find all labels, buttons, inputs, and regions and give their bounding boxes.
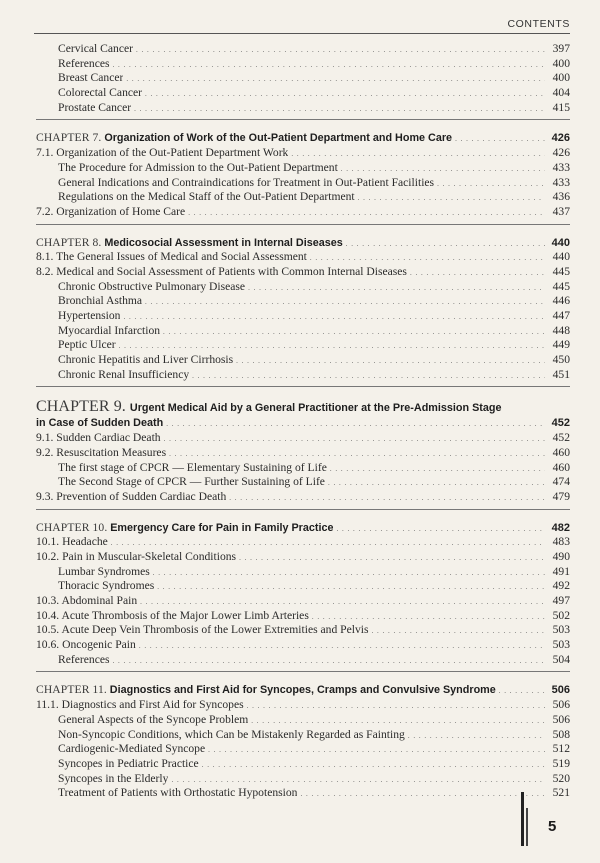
toc-entry[interactable] [36,71,570,86]
toc-entry[interactable] [36,446,570,461]
toc-entry[interactable] [36,490,570,505]
dot-leader [111,535,545,551]
chapter-page: 482 [551,521,570,534]
entry-title: 10.4. Acute Thrombosis of the Major Lower Limb Arteries [36,608,309,622]
entry-page: 520 [552,771,570,785]
toc-entry[interactable] [36,772,570,787]
dot-leader [330,461,545,477]
entry-title: 10.6. Oncogenic Pain [36,638,136,652]
dot-leader [312,609,545,625]
chapter-title-continued: in Case of Sudden Death [36,417,164,430]
entry-title: 9.1. Sudden Cardiac Death [36,431,161,445]
dot-leader [336,521,545,537]
dot-leader [310,250,545,266]
entry-title: References [58,56,110,70]
entry-title: Chronic Renal Insufficiency [58,367,190,381]
chapter-heading-9[interactable] [36,398,570,431]
entry-page: 445 [552,264,570,278]
entry-page: 436 [552,190,570,204]
section-divider [36,119,570,120]
entry-page: 440 [552,250,570,264]
entry-title: Treatment of Patients with Orthostatic Hypotension [58,786,298,800]
chapter-heading-10[interactable] [36,521,570,536]
entry-page: 474 [552,475,570,489]
entry-page: 400 [552,71,570,85]
entry-title: Cardiogenic-Mediated Syncope [58,742,206,756]
toc-entry[interactable] [36,698,570,713]
entry-title: 10.3. Abdominal Pain [36,594,138,607]
entry-page: 521 [552,786,570,800]
entry-title: 9.2. Resuscitation Measures [36,445,167,459]
dot-leader [139,638,545,654]
page-edge-bar [521,792,524,846]
toc-entry[interactable] [36,728,570,743]
toc-entry[interactable] [36,338,570,353]
entry-page: 502 [552,608,570,622]
section-divider [36,671,570,672]
running-title: CONTENTS [507,18,570,30]
toc-entry[interactable] [36,280,570,295]
toc-entry[interactable] [36,461,570,476]
entry-page: 449 [552,338,570,352]
dot-leader [166,416,545,432]
dot-leader [236,353,545,369]
chapter-heading-line-1 [36,398,570,416]
entry-title: Bronchial Asthma [58,294,143,308]
toc-entry[interactable] [36,250,570,265]
section-divider [36,386,570,387]
section-divider [36,224,570,225]
entry-page: 492 [552,579,570,593]
entry-title: The Second Stage of CPCR — Further Sustaining of Life [58,475,325,489]
top-entries [36,42,570,115]
entry-title: Hypertension [58,309,121,322]
toc-entry[interactable] [36,786,570,801]
entry-page: 506 [552,712,570,726]
entry-title: 9.3. Prevention of Sudden Cardiac Death [36,489,227,503]
entry-title: Syncopes in Pediatric Practice [58,756,199,770]
dot-leader [153,565,545,581]
dot-leader [140,594,545,610]
dot-leader [358,190,545,206]
entry-page: 519 [552,756,570,770]
dot-leader [113,57,546,73]
chapter-page: 426 [551,132,570,145]
toc-entry[interactable] [36,57,570,72]
toc-entry[interactable] [36,190,570,205]
entry-page: 460 [552,460,570,474]
entry-page: 460 [552,445,570,459]
entry-title: 8.1. The General Issues of Medical and Social Assessment [36,250,307,264]
entry-title: 11.1. Diagnostics and First Aid for Syncopes [36,698,244,712]
entry-title: Colorectal Cancer [58,86,143,100]
entry-page: 512 [552,742,570,756]
entry-page: 433 [552,175,570,189]
chapter-page: 506 [551,684,570,697]
toc-entry[interactable] [36,176,570,191]
dot-leader [126,71,545,87]
entry-title: General Indications and Contraindications for Treatment in Out-Patient Facilities [58,175,435,189]
dot-leader [499,683,545,699]
dot-leader [134,101,545,117]
toc-entry[interactable] [36,353,570,368]
page-number: 5 [548,818,557,835]
toc-entry[interactable] [36,594,570,609]
entry-page: 483 [552,535,570,549]
chapter-title: Medicosocial Assessment in Internal Diseases [104,236,343,249]
dot-leader [346,236,545,252]
entry-page: 503 [552,638,570,652]
entry-page: 504 [552,652,570,666]
chapter-page: 440 [551,236,570,249]
entry-title: 7.1. Organization of the Out-Patient Department Work [36,146,289,160]
dot-leader [248,280,545,296]
toc-entry[interactable] [36,475,570,490]
entry-title: Thoracic Syndromes [58,579,155,593]
dot-leader [113,653,546,669]
toc-entry[interactable] [36,368,570,383]
toc-entry[interactable] [36,431,570,446]
entry-page: 508 [552,727,570,741]
dot-leader [408,728,545,744]
toc-entry[interactable] [36,550,570,565]
toc-entry[interactable] [36,265,570,280]
entry-page: 491 [552,564,570,578]
dot-leader [192,368,545,384]
dot-leader [123,309,545,325]
chapter-label: CHAPTER 9. [36,398,126,416]
toc-entry[interactable] [36,42,570,57]
dot-leader [251,713,545,729]
entry-page: 446 [552,294,570,308]
chapter-heading-8[interactable] [36,236,570,251]
dot-leader [169,446,545,462]
entry-page: 450 [552,353,570,367]
entry-page: 400 [552,56,570,70]
dot-leader [208,742,545,758]
entry-title: Syncopes in the Elderly [58,771,169,785]
dot-leader [202,757,545,773]
toc-entry[interactable] [36,146,570,161]
toc-entry[interactable] [36,101,570,116]
entry-page: 506 [552,698,570,712]
table-of-contents [36,42,570,801]
dot-leader [437,176,545,192]
entry-page: 448 [552,323,570,337]
dot-leader [145,86,545,102]
toc-entry[interactable] [36,742,570,757]
chapter-heading-11[interactable] [36,683,570,698]
dot-leader [163,324,545,340]
dot-leader [247,698,545,714]
entry-title: Non-Syncopic Conditions, which Can be Mistakenly Regarded as Fainting [58,727,405,741]
dot-leader [372,623,545,639]
entry-page: 397 [552,42,570,55]
dot-leader [455,131,545,147]
toc-entry[interactable] [36,609,570,624]
dot-leader [136,42,545,58]
chapter-label: CHAPTER 8. [36,235,102,249]
toc-entry[interactable] [36,638,570,653]
entry-title: Regulations on the Medical Staff of the Out-Patient Department [58,190,355,204]
entry-title: 8.2. Medical and Social Assessment of Patients with Common Internal Diseases [36,264,407,278]
toc-entry[interactable] [36,623,570,638]
header-rule [34,33,570,34]
entry-title: Peptic Ulcer [58,338,116,352]
dot-leader [229,490,545,506]
dot-leader [145,294,545,310]
entry-title: 7.2. Organization of Home Care [36,204,186,218]
entry-title: Lumbar Syndromes [58,564,150,578]
entry-page: 447 [552,309,570,322]
entry-title: 10.5. Acute Deep Vein Thrombosis of the Lower Extremities and Pelvis [36,623,369,637]
entry-title: The Procedure for Admission to the Out-Patient Department [58,160,338,174]
entry-title: 10.1. Headache [36,535,108,549]
entry-page: 404 [552,86,570,100]
entry-page: 497 [552,594,570,607]
entry-title: Breast Cancer [58,71,124,85]
chapter-title: Diagnostics and First Aid for Syncopes, Cramps and Convulsive Syndrome [109,684,496,697]
dot-leader [410,265,545,281]
entry-page: 490 [552,549,570,563]
toc-entry[interactable] [36,294,570,309]
toc-entry[interactable] [36,653,570,668]
toc-entry[interactable] [36,579,570,594]
toc-entry[interactable] [36,86,570,101]
chapter-label: CHAPTER 11. [36,683,107,697]
toc-entry[interactable] [36,757,570,772]
toc-entry[interactable] [36,713,570,728]
entry-page: 437 [552,204,570,218]
dot-leader [300,786,545,802]
entry-title: References [58,652,110,666]
entry-page: 445 [552,279,570,293]
toc-entry[interactable] [36,161,570,176]
chapter-label: CHAPTER 7. [36,131,102,145]
entry-title: 10.2. Pain in Muscular-Skeletal Conditions [36,549,237,563]
dot-leader [119,338,545,354]
page-edge-bar-thin [526,808,528,846]
dot-leader [171,772,545,788]
entry-page: 433 [552,160,570,174]
chapter-title: Organization of Work of the Out-Patient Department and Home Care [104,132,453,145]
toc-entry[interactable] [36,309,570,324]
chapter-page: 452 [551,417,570,430]
entry-title: Cervical Cancer [58,42,133,55]
dot-leader [291,146,545,162]
chapter-label: CHAPTER 10. [36,520,108,534]
dot-leader [157,579,545,595]
entry-title: Chronic Hepatitis and Liver Cirrhosis [58,353,234,367]
entry-page: 426 [552,146,570,160]
dot-leader [239,550,545,566]
entry-title: Myocardial Infarction [58,323,161,337]
entry-title: General Aspects of the Syncope Problem [58,712,249,726]
dot-leader [341,161,545,177]
dot-leader [164,431,545,447]
entry-title: Chronic Obstructive Pulmonary Disease [58,279,246,293]
chapter-title: Emergency Care for Pain in Family Practice [110,521,334,534]
toc-entry[interactable] [36,324,570,339]
entry-page: 415 [552,100,570,114]
toc-entry[interactable] [36,205,570,220]
chapter-heading-7[interactable] [36,131,570,146]
toc-entry[interactable] [36,535,570,550]
dot-leader [188,205,545,221]
entry-title: Prostate Cancer [58,100,132,114]
toc-entry[interactable] [36,565,570,580]
dot-leader [328,475,545,491]
entry-title: The first stage of CPCR — Elementary Sustaining of Life [58,460,327,474]
chapter-title: Urgent Medical Aid by a General Practitioner at the Pre-Admission Stage [129,402,502,415]
entry-page: 452 [552,431,570,445]
entry-page: 503 [552,623,570,637]
entry-page: 451 [552,367,570,381]
section-divider [36,509,570,510]
entry-page: 479 [552,489,570,503]
